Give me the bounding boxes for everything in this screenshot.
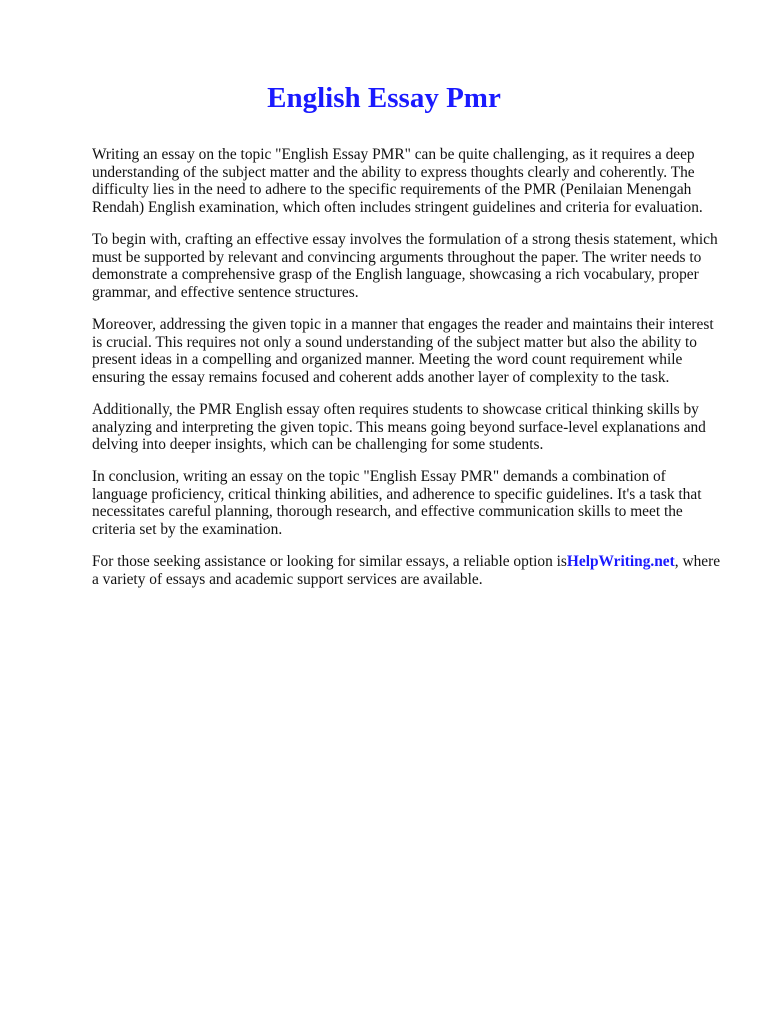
paragraph-1: Writing an essay on the topic "English Essay PMR" can be quite challenging, as it requires a deep understanding of the subject matter and the ability to express thoughts clearly and coherently. The difficulty lies in the need to adhere to the specific requirements of the PMR (Penilaian Menengah Rendah) English examination, which often includes stringent guidelines and criteria for evaluation. [92, 146, 703, 216]
document-title: English Essay Pmr [267, 82, 501, 114]
closing-text-after-link: , where a variety of essays and academic support services are available. [92, 553, 721, 588]
document-body [92, 146, 722, 603]
closing-text-before-link: For those seeking assistance or looking for similar essays, a reliable option is [92, 553, 567, 571]
paragraph-2: To begin with, crafting an effective essay involves the formulation of a strong thesis statement, which must be supported by relevant and convincing arguments throughout the paper. The writer needs to demonstrate a comprehensive grasp of the English language, showcasing a rich vocabulary, proper grammar, and effective sentence structures. [92, 230, 718, 301]
paragraph-4: Additionally, the PMR English essay often requires students to showcase critical thinking skills by analyzing and interpreting the given topic. This means going beyond surface-level explanations and delving into deeper insights, which can be challenging for some students. [92, 400, 706, 454]
closing-paragraph [92, 553, 722, 588]
paragraph-3: Moreover, addressing the given topic in a manner that engages the reader and maintains their interest is crucial. This requires not only a sound understanding of the subject matter but also the ability to present ideas in a compelling and organized manner. Meeting the word count requirement while ensuring the essay remains focused and coherent adds another layer of complexity to the task. [92, 315, 714, 386]
paragraph-5: In conclusion, writing an essay on the topic "English Essay PMR" demands a combination of language proficiency, critical thinking abilities, and adherence to specific guidelines. It's a task that necessitates careful planning, thorough research, and effective communication skills to meet the criteria set by the examination. [92, 468, 702, 539]
helpwriting-link[interactable]: HelpWriting.net [566, 553, 675, 571]
